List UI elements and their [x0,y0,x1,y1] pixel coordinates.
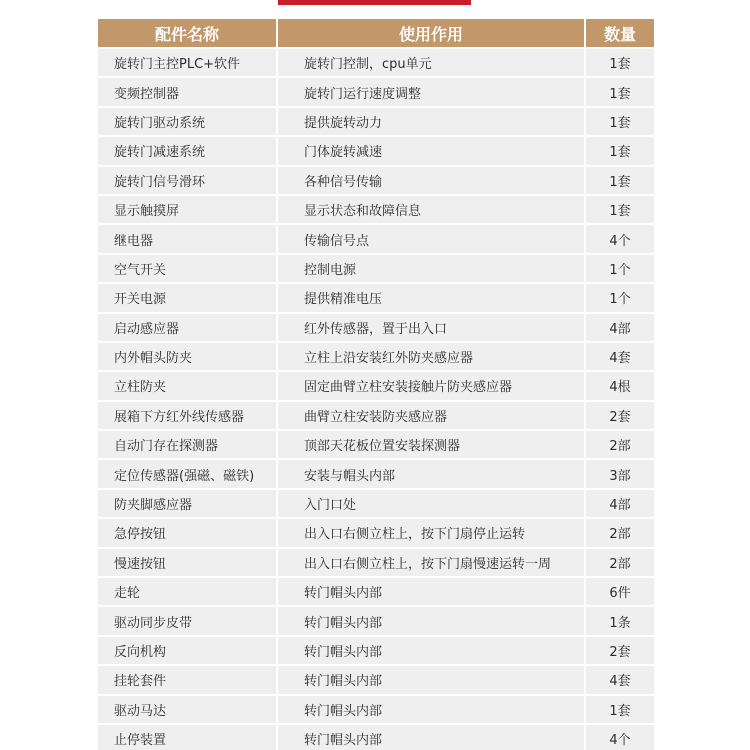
part-name-cell: 防夹脚感应器 [98,490,278,517]
part-name-cell: 定位传感器(强磁、磁铁) [98,460,278,487]
usage-cell: 各种信号传输 [278,167,586,194]
usage-cell: 曲臂立柱安装防夹感应器 [278,402,586,429]
part-name-cell: 内外帽头防夹 [98,343,278,370]
usage-cell: 固定曲臂立柱安装接触片防夹感应器 [278,372,586,399]
usage-cell: 出入口右侧立柱上，按下门扇停止运转 [278,519,586,546]
table-row [98,167,654,194]
part-name-cell: 开关电源 [98,284,278,311]
part-name-cell: 立柱防夹 [98,372,278,399]
part-name-cell: 驱动马达 [98,696,278,723]
part-name-cell: 空气开关 [98,255,278,282]
table-body [98,49,654,750]
quantity-cell: 1套 [586,78,654,105]
table-row [98,137,654,164]
table-row [98,431,654,458]
table-row [98,725,654,750]
table-row [98,372,654,399]
part-name-cell: 继电器 [98,225,278,252]
usage-cell: 门体旋转减速 [278,137,586,164]
header-quantity: 数量 [586,19,654,47]
usage-cell: 出入口右侧立柱上，按下门扇慢速运转一周 [278,549,586,576]
quantity-cell: 3部 [586,460,654,487]
table-header [98,19,654,47]
part-name-cell: 启动感应器 [98,314,278,341]
usage-cell: 控制电源 [278,255,586,282]
quantity-cell: 1个 [586,255,654,282]
part-name-cell: 变频控制器 [98,78,278,105]
usage-cell: 转门帽头内部 [278,607,586,634]
part-name-cell: 显示触摸屏 [98,196,278,223]
usage-cell: 红外传感器，置于出入口 [278,314,586,341]
quantity-cell: 6件 [586,578,654,605]
usage-cell: 转门帽头内部 [278,696,586,723]
table-row [98,607,654,634]
quantity-cell: 1个 [586,284,654,311]
table-row [98,549,654,576]
table-row [98,578,654,605]
quantity-cell: 1条 [586,607,654,634]
table-row [98,402,654,429]
table-row [98,696,654,723]
usage-cell: 提供旋转动力 [278,108,586,135]
table-row [98,108,654,135]
quantity-cell: 4个 [586,725,654,750]
quantity-cell: 2部 [586,431,654,458]
quantity-cell: 1套 [586,696,654,723]
table-row [98,519,654,546]
quantity-cell: 4个 [586,225,654,252]
table-row [98,284,654,311]
part-name-cell: 展箱下方红外线传感器 [98,402,278,429]
part-name-cell: 慢速按钮 [98,549,278,576]
table-row [98,255,654,282]
usage-cell: 转门帽头内部 [278,725,586,750]
part-name-cell: 旋转门驱动系统 [98,108,278,135]
usage-cell: 转门帽头内部 [278,578,586,605]
usage-cell: 转门帽头内部 [278,637,586,664]
quantity-cell: 4根 [586,372,654,399]
table-row [98,196,654,223]
table-row [98,637,654,664]
part-name-cell: 走轮 [98,578,278,605]
part-name-cell: 旋转门信号滑环 [98,167,278,194]
part-name-cell: 驱动同步皮带 [98,607,278,634]
quantity-cell: 4部 [586,490,654,517]
top-accent-bar [278,0,471,5]
quantity-cell: 4部 [586,314,654,341]
quantity-cell: 1套 [586,167,654,194]
quantity-cell: 4套 [586,666,654,693]
table-row [98,49,654,76]
table-row [98,343,654,370]
table-row [98,490,654,517]
usage-cell: 提供精准电压 [278,284,586,311]
part-name-cell: 反向机构 [98,637,278,664]
quantity-cell: 1套 [586,137,654,164]
quantity-cell: 1套 [586,49,654,76]
table-row [98,666,654,693]
part-name-cell: 急停按钮 [98,519,278,546]
part-name-cell: 挂轮套件 [98,666,278,693]
header-row [98,19,654,47]
usage-cell: 立柱上沿安装红外防夹感应器 [278,343,586,370]
quantity-cell: 4套 [586,343,654,370]
header-usage: 使用作用 [278,19,586,47]
usage-cell: 显示状态和故障信息 [278,196,586,223]
usage-cell: 顶部天花板位置安装探测器 [278,431,586,458]
quantity-cell: 1套 [586,196,654,223]
table-row [98,460,654,487]
part-name-cell: 止停装置 [98,725,278,750]
header-part-name: 配件名称 [98,19,278,47]
usage-cell: 旋转门控制，cpu单元 [278,49,586,76]
usage-cell: 转门帽头内部 [278,666,586,693]
usage-cell: 旋转门运行速度调整 [278,78,586,105]
quantity-cell: 2套 [586,637,654,664]
quantity-cell: 2部 [586,549,654,576]
parts-spec-table [98,17,654,750]
table-row [98,314,654,341]
table-row [98,225,654,252]
table-row [98,78,654,105]
quantity-cell: 2套 [586,402,654,429]
usage-cell: 传输信号点 [278,225,586,252]
usage-cell: 安装与帽头内部 [278,460,586,487]
part-name-cell: 旋转门减速系统 [98,137,278,164]
quantity-cell: 2部 [586,519,654,546]
part-name-cell: 自动门存在探测器 [98,431,278,458]
quantity-cell: 1套 [586,108,654,135]
usage-cell: 入门口处 [278,490,586,517]
part-name-cell: 旋转门主控PLC+软件 [98,49,278,76]
